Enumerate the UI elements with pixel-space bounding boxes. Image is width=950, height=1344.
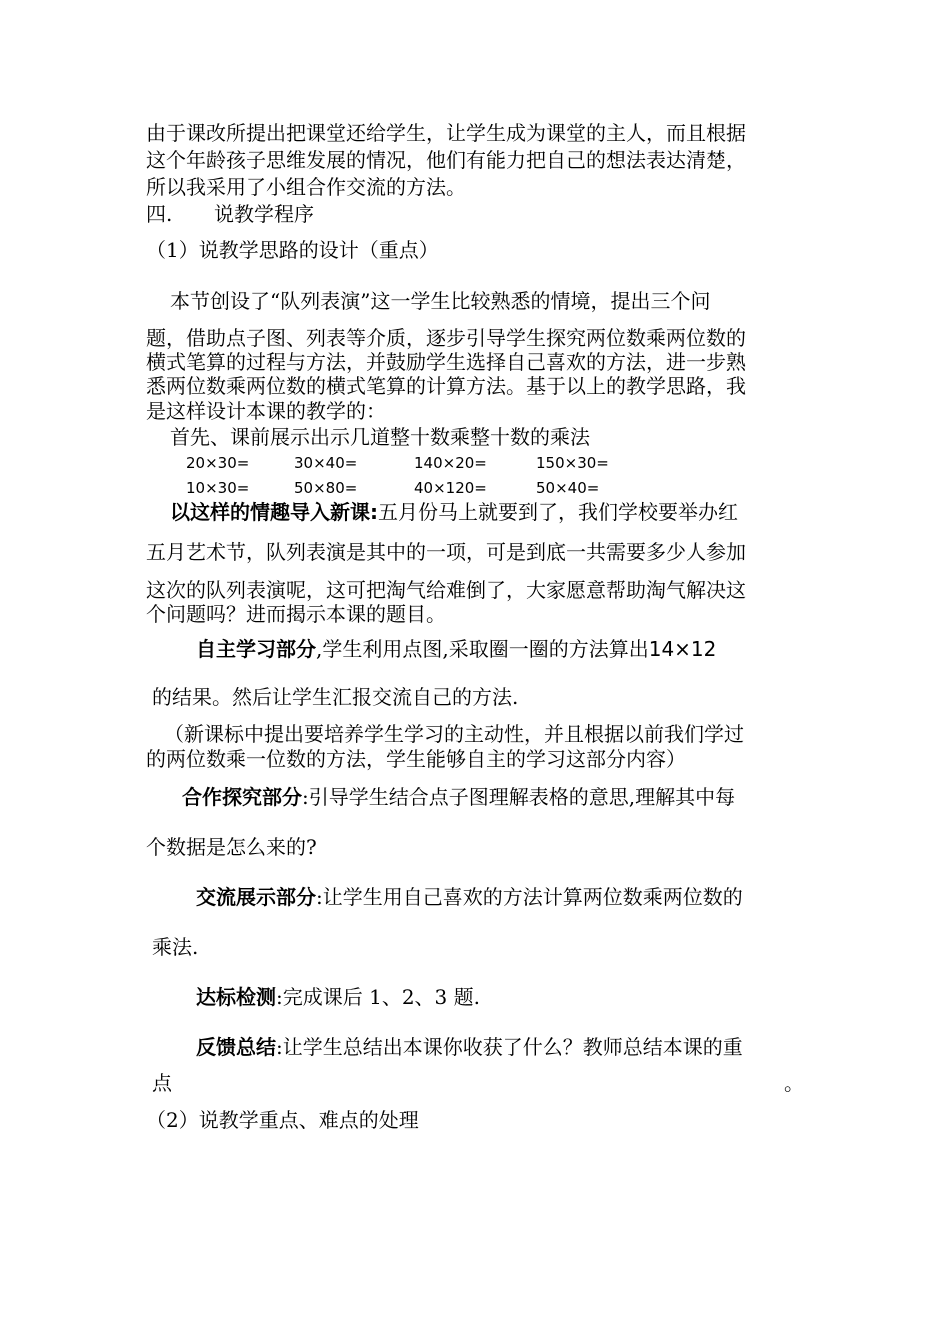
exercise-5: 10×30=: [186, 479, 250, 497]
exercise-2: 30×40=: [294, 454, 358, 472]
lead-text-1: 五月份马上就要到了，我们学校要举办红: [378, 500, 738, 524]
note-line-2: 的两位数乘一位数的方法，学生能够自主的学习这部分内容）: [146, 747, 686, 771]
exercise-6: 50×80=: [294, 479, 358, 497]
design-line-2: 题，借助点子图、列表等介质，逐步引导学生探究两位数乘两位数的: [146, 326, 746, 350]
exercise-7: 40×120=: [414, 479, 487, 497]
show-line-2: 乘法.: [152, 935, 199, 959]
note-line-1: （新课标中提出要培养学生学习的主动性，并且根据以前我们学过: [164, 722, 744, 746]
show-line-1: [196, 885, 743, 909]
coop-line-1: [182, 785, 735, 809]
design-line-5: 是这样设计本课的教学的：: [146, 399, 386, 423]
self-study-expr: 14×12: [648, 637, 717, 661]
exercise-3: 140×20=: [414, 454, 487, 472]
first-line: 首先、课前展示出示几道整十数乘整十数的乘法: [170, 425, 590, 449]
test-text: :完成课后 1、2、3 题.: [276, 985, 480, 1009]
section-4-title: 说教学程序: [214, 202, 314, 226]
test-line: [196, 985, 480, 1009]
lead-line-2: 五月艺术节，队列表演是其中的一项，可是到底一共需要多少人参加: [146, 540, 746, 564]
feedback-end-mark: 。: [784, 1071, 804, 1095]
feedback-text: :让学生总结出本课你收获了什么？教师总结本课的重: [276, 1035, 743, 1059]
self-study-text: ,学生利用点图,采取圈一圈的方法算出: [316, 637, 649, 661]
coop-text: :引导学生结合点子图理解表格的意思,理解其中每: [302, 785, 736, 809]
show-label: 交流展示部分: [196, 885, 316, 909]
test-label: 达标检测: [196, 985, 276, 1009]
exercise-4: 150×30=: [536, 454, 609, 472]
lead-line-3: 这次的队列表演呢，这可把淘气给难倒了，大家愿意帮助淘气解决这: [146, 578, 746, 602]
self-study-label: 自主学习部分: [196, 637, 316, 661]
coop-label: 合作探究部分: [182, 785, 302, 809]
feedback-line-1: [196, 1035, 743, 1059]
self-study-line-2: 的结果。然后让学生汇报交流自己的方法.: [152, 685, 519, 709]
show-text: :让学生用自己喜欢的方法计算两位数乘两位数的: [316, 885, 743, 909]
subsection-1-title: （1）说教学思路的设计（重点）: [146, 238, 439, 262]
lead-line-1: [170, 500, 738, 524]
exercise-1: 20×30=: [186, 454, 250, 472]
intro-line-3: 所以我采用了小组合作交流的方法。: [146, 175, 466, 199]
design-line-1: 本节创设了“队列表演”这一学生比较熟悉的情境，提出三个问: [170, 289, 711, 313]
self-study-line-1: [196, 637, 716, 661]
intro-line-2: 这个年龄孩子思维发展的情况，他们有能力把自己的想法表达清楚，: [146, 148, 746, 172]
feedback-line-2: 点: [152, 1071, 172, 1095]
intro-line-1: 由于课改所提出把课堂还给学生，让学生成为课堂的主人，而且根据: [146, 121, 746, 145]
design-line-3: 横式笔算的过程与方法，并鼓励学生选择自己喜欢的方法，进一步熟: [146, 350, 746, 374]
subsection-2-title: （2）说教学重点、难点的处理: [146, 1108, 419, 1132]
lead-line-4: 个问题吗？进而揭示本课的题目。: [146, 602, 446, 626]
lead-label: 以这样的情趣导入新课:: [170, 500, 378, 524]
coop-line-2: 个数据是怎么来的?: [146, 835, 317, 859]
exercise-8: 50×40=: [536, 479, 600, 497]
section-4-number: 四.: [146, 202, 173, 226]
design-line-4: 悉两位数乘两位数的横式笔算的计算方法。基于以上的教学思路，我: [146, 374, 746, 398]
feedback-label: 反馈总结: [196, 1035, 276, 1059]
